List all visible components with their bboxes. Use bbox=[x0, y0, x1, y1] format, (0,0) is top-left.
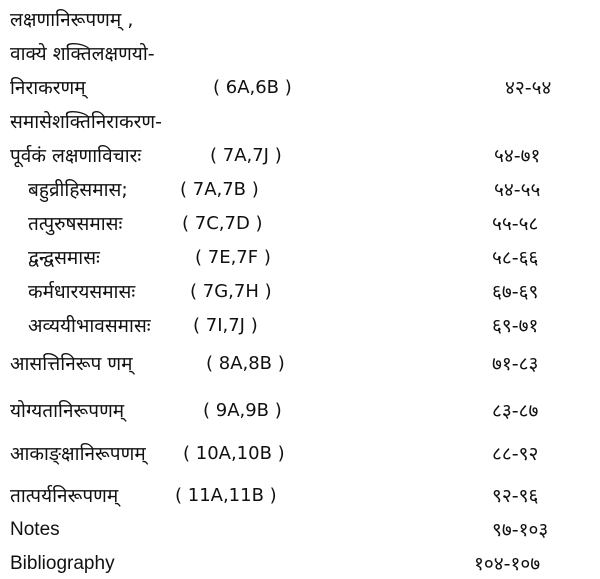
toc-title: लक्षणानिरूपणम् , bbox=[10, 9, 134, 31]
toc-line bbox=[0, 350, 600, 378]
toc-title: योग्यतानिरूपणम् bbox=[10, 400, 125, 422]
toc-line bbox=[0, 6, 600, 34]
toc-line bbox=[0, 312, 600, 340]
toc-pages: ५४-७१ bbox=[494, 145, 541, 167]
toc-title: पूर्वकं लक्षणाविचारः bbox=[10, 145, 142, 167]
toc-reference: ( 7A,7B ) bbox=[180, 179, 259, 200]
toc-pages: ९७-१०३ bbox=[492, 519, 549, 541]
toc-title: तात्पर्यनिरूपणम् bbox=[10, 485, 119, 507]
toc-line bbox=[0, 278, 600, 306]
toc-title: समासेशक्तिनिराकरण- bbox=[10, 111, 162, 133]
toc-title: अव्ययीभावसमासः bbox=[28, 315, 151, 337]
toc-reference: ( 7E,7F ) bbox=[195, 247, 271, 268]
toc-pages: ५४-५५ bbox=[494, 179, 541, 201]
toc-line bbox=[0, 516, 600, 544]
toc-reference: ( 7G,7H ) bbox=[190, 281, 272, 302]
toc-pages: ५५-५८ bbox=[492, 213, 539, 235]
toc-title: वाक्ये शक्तिलक्षणयो- bbox=[10, 43, 155, 65]
toc-pages: ४२-५४ bbox=[505, 77, 552, 99]
toc-title: तत्पुरुषसमासः bbox=[28, 213, 123, 235]
toc-reference: ( 9A,9B ) bbox=[203, 400, 282, 421]
toc-pages: ८३-८७ bbox=[492, 400, 539, 422]
toc-pages: ९२-९६ bbox=[492, 485, 539, 507]
toc-reference: ( 6A,6B ) bbox=[213, 77, 292, 98]
toc-reference: ( 10A,10B ) bbox=[183, 443, 285, 464]
toc-title: आकाङ्क्षानिरूपणम् bbox=[10, 443, 146, 465]
toc-reference: ( 8A,8B ) bbox=[206, 353, 285, 374]
toc-line bbox=[0, 108, 600, 136]
toc-line bbox=[0, 74, 600, 102]
toc-line bbox=[0, 210, 600, 238]
toc-title: Notes bbox=[10, 519, 60, 540]
toc-line bbox=[0, 244, 600, 272]
toc-pages: १०४-१०७ bbox=[474, 553, 541, 575]
toc-reference: ( 7A,7J ) bbox=[210, 145, 282, 166]
toc-title: कर्मधारयसमासः bbox=[28, 281, 136, 303]
toc-reference: ( 7C,7D ) bbox=[182, 213, 263, 234]
toc-pages: ६७-६९ bbox=[492, 281, 539, 303]
toc-title: द्वन्द्वसमासः bbox=[28, 247, 100, 269]
toc-pages: ६९-७१ bbox=[492, 315, 539, 337]
toc-line bbox=[0, 440, 600, 468]
toc-line bbox=[0, 397, 600, 425]
toc-pages: ८८-९२ bbox=[492, 443, 539, 465]
toc-title: आसत्तिनिरूप णम् bbox=[10, 353, 133, 375]
toc-pages: ५८-६६ bbox=[492, 247, 539, 269]
toc-title: बहुव्रीहिसमास; bbox=[28, 179, 128, 201]
toc-title: निराकरणम् bbox=[10, 77, 86, 99]
toc-reference: ( 11A,11B ) bbox=[175, 485, 277, 506]
toc-line bbox=[0, 142, 600, 170]
toc-reference: ( 7I,7J ) bbox=[193, 315, 258, 336]
toc-line bbox=[0, 176, 600, 204]
toc-line bbox=[0, 482, 600, 510]
toc-pages: ७१-८३ bbox=[492, 353, 539, 375]
toc-line bbox=[0, 40, 600, 68]
toc-line bbox=[0, 550, 600, 578]
toc-title: Bibliography bbox=[10, 553, 115, 574]
